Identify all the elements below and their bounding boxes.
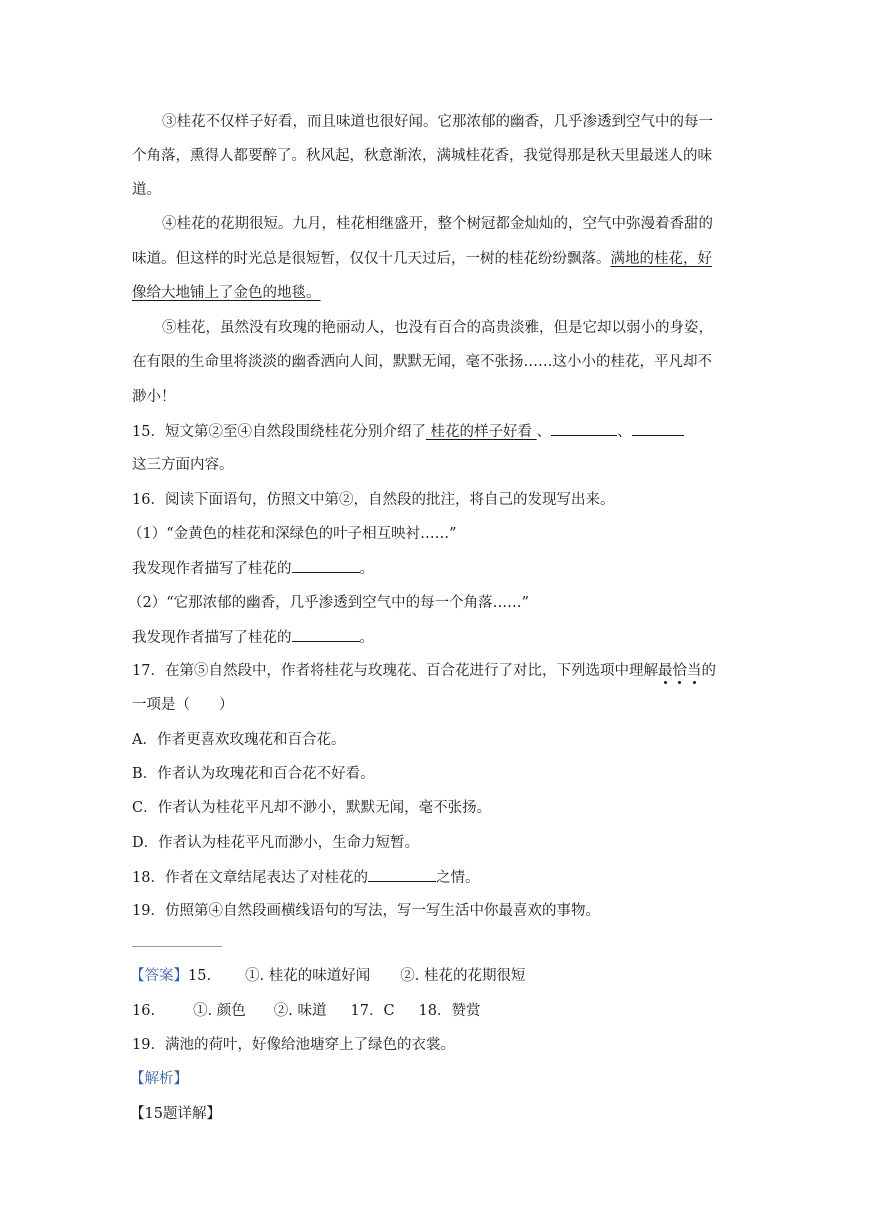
q15-example-answer: 桂花的样子好看 [425, 424, 537, 440]
para4-line3 [132, 283, 321, 303]
q17-emphasis-3: 当 [686, 663, 702, 679]
para3-line1: ③桂花不仅样子好看，而且味道也很好闻。它那浓郁的幽香，几乎渗透到空气中的每一 [162, 114, 713, 130]
q16-item1-answer [132, 558, 374, 579]
analysis-q15-heading: 【15题详解】 [130, 1106, 221, 1122]
answer-q16-num: 16. [132, 1003, 156, 1019]
answer-line2 [132, 1001, 481, 1021]
q15-blank-2[interactable] [632, 421, 684, 436]
para5-line2: 在有限的生命里将淡淡的幽香洒向人间，默默无闻，毫不张扬……这小小的桂花，平凡却不 [132, 354, 712, 370]
q17-option-d: D．作者认为桂花平凡而渺小，生命力短暂。 [132, 835, 420, 851]
para4-underlined-start: 满地的桂花，好 [610, 251, 712, 267]
q16-item2-prompt: 我发现作者描写了桂花的 [132, 630, 292, 646]
q16-item2-end: 。 [359, 630, 374, 646]
para4-line1: ④桂花的花期很短。九月，桂花相继盛开，整个树冠都金灿灿的，空气中弥漫着香甜的 [162, 216, 713, 232]
answer-q16-a: ①. 颜色 [193, 1003, 246, 1019]
q17-option-c: C．作者认为桂花平凡却不渺小，默默无闻，毫不张扬。 [132, 800, 492, 816]
answer-separator [132, 946, 222, 947]
q16-blank-1[interactable] [292, 558, 360, 573]
q15-line1 [132, 421, 684, 442]
para4-underlined-end: 像给大地铺上了金色的地毯。 [132, 285, 321, 301]
q15-sep2: 、 [617, 424, 632, 440]
para3-line2: 个角落，熏得人都要醉了。秋风起，秋意渐浓，满城桂花香，我觉得那是秋天里最迷人的味 [132, 148, 712, 164]
answer-q17: 17．C [350, 1003, 395, 1019]
answer-line1 [130, 966, 526, 986]
q17-option-a: A．作者更喜欢玫瑰花和百合花。 [132, 732, 346, 748]
para5-line1: ⑤桂花，虽然没有玫瑰的艳丽动人，也没有百合的高贵淡雅，但是它却以弱小的身姿， [162, 320, 713, 336]
answer-q15-b: ②. 桂花的花期很短 [400, 968, 526, 984]
para4-line2 [132, 249, 712, 269]
q16-item1-quote: （1）“金黄色的桂花和深绿色的叶子相互映衬……” [128, 526, 457, 542]
answer-q15-a: ①. 桂花的味道好闻 [245, 968, 371, 984]
q15-blank-1[interactable] [551, 421, 617, 436]
q16-blank-2[interactable] [292, 627, 360, 642]
q17-stem-end: 的 [701, 663, 716, 679]
q15-stem: 15．短文第②至④自然段围绕桂花分别介绍了 [132, 424, 426, 440]
q15-sep1: 、 [536, 424, 552, 440]
answer-q19: 19．满池的荷叶，好像给池塘穿上了绿色的衣裳。 [132, 1037, 455, 1053]
analysis-tag: 【解析】 [130, 1071, 188, 1087]
q18-stem: 18．作者在文章结尾表达了对桂花的 [132, 870, 368, 886]
q16-item1-prompt: 我发现作者描写了桂花的 [132, 561, 292, 577]
q18-end: 之情。 [435, 870, 480, 886]
q19-line: 19．仿照第④自然段画横线语句的写法，写一写生活中你最喜欢的事物。 [132, 903, 600, 919]
q16-stem: 16．阅读下面语句，仿照文中第②，自然段的批注，将自己的发现写出来。 [132, 492, 615, 508]
q16-item1-end: 。 [359, 561, 374, 577]
answer-q18: 18．赞赏 [418, 1003, 481, 1019]
q15-line2: 这三方面内容。 [132, 457, 234, 473]
q17-emphasis-2: 恰 [672, 663, 687, 679]
q17-line1 [132, 661, 716, 681]
answer-q16-b: ②. 味道 [273, 1003, 327, 1019]
q16-item2-answer [132, 627, 374, 648]
q17-emphasis-1: 最 [657, 663, 673, 679]
q18-line [132, 867, 479, 888]
para5-line3: 渺小！ [132, 389, 176, 405]
q17-option-b: B．作者认为玫瑰花和百合花不好看。 [132, 766, 375, 782]
q18-blank[interactable] [368, 867, 436, 882]
answer-tag: 【答案】 [130, 968, 188, 984]
para3-line3: 道。 [132, 182, 161, 198]
para4-line2-text: 味道。但这样的时光总是很短暂，仅仅十几天过后，一树的桂花纷纷飘落。 [132, 251, 611, 267]
answer-q15-num: 15. [188, 968, 212, 984]
q17-line2: 一项是（ ） [132, 697, 234, 713]
q16-item2-quote: （2）“它那浓郁的幽香，几乎渗透到空气中的每一个角落……” [128, 595, 530, 611]
q17-stem: 17．在第⑤自然段中，作者将桂花与玫瑰花、百合花进行了对比，下列选项中理解 [132, 663, 658, 679]
